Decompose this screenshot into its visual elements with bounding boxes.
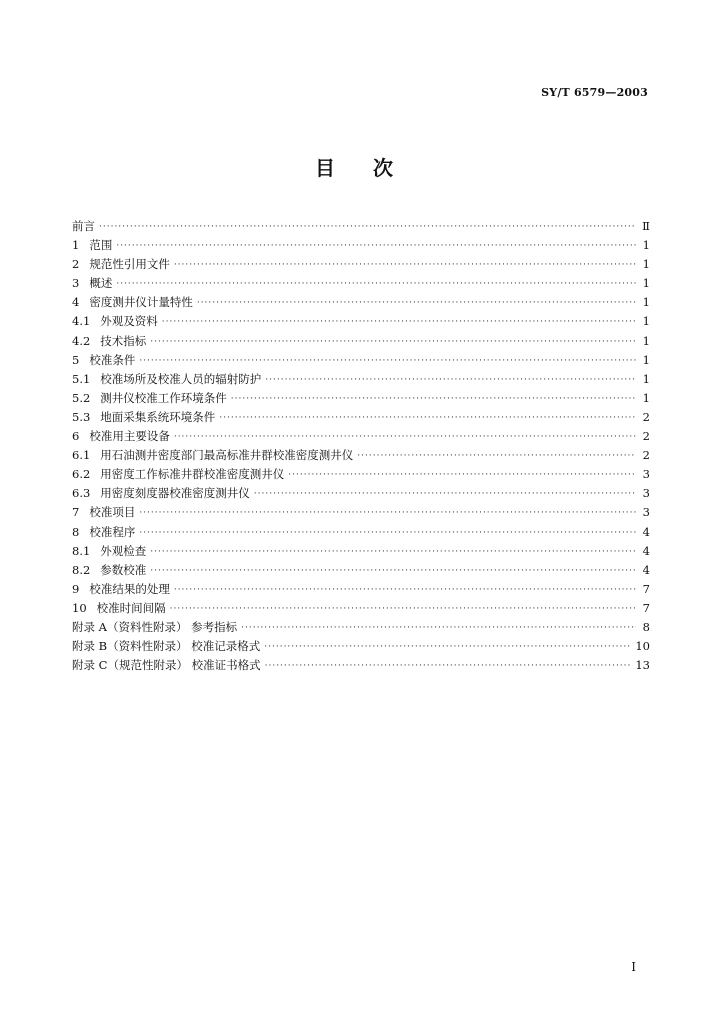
standard-code: SY/T 6579—2003	[541, 86, 648, 99]
toc-entry-page: 4	[642, 562, 650, 577]
toc-entry[interactable]	[72, 503, 650, 522]
toc-entry[interactable]	[72, 255, 650, 274]
toc-dot-leader	[174, 581, 636, 600]
toc-entry-number: 4.2	[72, 333, 91, 348]
toc-entry-page: 7	[642, 581, 650, 596]
toc-entry-page: 1	[642, 314, 650, 329]
toc-entry-number: 3	[72, 276, 80, 291]
toc-entry[interactable]	[72, 446, 650, 465]
toc-dot-leader	[116, 237, 636, 256]
toc-entry-page: 2	[642, 409, 650, 424]
toc-entry-page: 1	[642, 276, 650, 291]
toc-entry[interactable]	[72, 274, 650, 293]
toc-entry-page: 1	[642, 257, 650, 272]
toc-entry-number: 5.3	[72, 409, 91, 424]
toc-entry[interactable]	[72, 332, 650, 351]
toc-entry-number: 7	[72, 505, 80, 520]
toc-entry-number: 6.2	[72, 467, 91, 482]
toc-entry-page: 2	[642, 429, 650, 444]
toc-dot-leader	[241, 619, 636, 638]
toc-entry-number: 8	[72, 524, 80, 539]
toc-entry-number: 8.1	[72, 543, 91, 558]
toc-entry[interactable]	[72, 542, 650, 561]
toc-dot-leader	[174, 428, 636, 447]
toc-entry-page: 1	[642, 238, 650, 253]
toc-entry-number: 5.2	[72, 390, 91, 405]
toc-entry[interactable]	[72, 351, 650, 370]
toc-dot-leader	[150, 543, 636, 562]
toc-entry-label: 附录 B（资料性附录） 校准记录格式	[72, 639, 261, 654]
toc-entry[interactable]	[72, 561, 650, 580]
toc-entry-number: 5.1	[72, 371, 91, 386]
toc-entry-page: 2	[642, 448, 650, 463]
toc-dot-leader	[219, 409, 636, 428]
toc-entry[interactable]	[72, 618, 650, 637]
toc-entry-page: 4	[642, 543, 650, 558]
toc-entry-number: 6	[72, 429, 80, 444]
toc-entry-page: 10	[635, 639, 650, 654]
toc-entry-page: 3	[642, 505, 650, 520]
toc-entry-number: 10	[72, 600, 87, 615]
toc-entry-page: 4	[642, 524, 650, 539]
toc-entry[interactable]	[72, 656, 650, 675]
toc-entry-label: 校准用主要设备	[89, 429, 170, 444]
toc-dot-leader	[197, 294, 636, 313]
toc-entry-label: 校准时间间隔	[96, 600, 166, 615]
toc-entry-label: 外观检查	[100, 543, 147, 558]
page-number: I	[631, 960, 636, 974]
toc-entry-label: 前言	[72, 219, 95, 233]
toc-dot-leader	[170, 600, 636, 619]
toc-entry-page: 13	[635, 658, 650, 673]
toc-dot-leader	[231, 390, 636, 409]
toc-entry[interactable]	[72, 293, 650, 312]
toc-entry-label: 附录 C（规范性附录） 校准证书格式	[72, 658, 261, 673]
toc-entry[interactable]	[72, 389, 650, 408]
toc-dot-leader	[288, 466, 636, 485]
toc-entry-page: 1	[642, 333, 650, 348]
toc-entry-number: 4.1	[72, 314, 91, 329]
toc-entry-page: 1	[642, 352, 650, 367]
toc-entry-label: 测井仪校准工作环境条件	[100, 390, 227, 405]
toc-entry-page: 8	[642, 619, 650, 634]
toc-entry-label: 概述	[89, 276, 113, 291]
toc-dot-leader	[174, 256, 636, 275]
toc-dot-leader	[139, 524, 636, 543]
toc-entry-number: 4	[72, 295, 80, 310]
toc-entry-number: 5	[72, 352, 80, 367]
toc-entry-label: 用密度工作标准井群校准密度测井仪	[100, 467, 285, 482]
toc-entry[interactable]	[72, 484, 650, 503]
toc-entry-label: 参数校准	[100, 562, 147, 577]
toc-entry-label: 范围	[89, 238, 113, 253]
toc-entry-page: 1	[642, 295, 650, 310]
toc-entry-page: 7	[642, 600, 650, 615]
toc-entry-number: 8.2	[72, 562, 91, 577]
toc-entry[interactable]	[72, 217, 650, 236]
toc-entry-label: 用密度刻度器校准密度测井仪	[100, 486, 250, 501]
toc-entry-label: 校准条件	[89, 352, 136, 367]
toc-entry-page: 1	[642, 371, 650, 386]
toc-entry[interactable]	[72, 427, 650, 446]
toc-entry-page: 1	[642, 390, 650, 405]
toc-entry-label: 密度测井仪计量特性	[89, 295, 193, 310]
toc-entry[interactable]	[72, 236, 650, 255]
toc-entry[interactable]	[72, 408, 650, 427]
toc-dot-leader	[265, 657, 632, 676]
toc-dot-leader	[162, 313, 636, 332]
toc-entry-label: 校准项目	[89, 505, 136, 520]
toc-entry-page: 3	[642, 467, 650, 482]
toc-entry[interactable]	[72, 599, 650, 618]
toc-dot-leader	[264, 638, 631, 657]
toc-dot-leader	[254, 485, 636, 504]
toc-entry-label: 校准结果的处理	[89, 581, 170, 596]
toc-entry-number: 6.3	[72, 486, 91, 501]
toc-entry-number: 1	[72, 238, 80, 253]
toc-dot-leader	[265, 371, 636, 390]
toc-entry[interactable]	[72, 523, 650, 542]
toc-entry[interactable]	[72, 465, 650, 484]
toc-dot-leader	[150, 562, 636, 581]
toc-entry-label: 技术指标	[100, 333, 147, 348]
toc-entry[interactable]	[72, 637, 650, 656]
toc-entry-label: 规范性引用文件	[89, 257, 170, 272]
toc-dot-leader	[116, 275, 636, 294]
toc-dot-leader	[99, 218, 636, 237]
toc-entry-label: 校准程序	[89, 524, 136, 539]
toc-dot-leader	[139, 352, 636, 371]
toc-entry[interactable]	[72, 312, 650, 331]
toc-entry-number: 9	[72, 581, 80, 596]
toc-entry-label: 用石油测井密度部门最高标准井群校准密度测井仪	[100, 448, 354, 463]
toc-entry-page: 3	[642, 486, 650, 501]
toc-entry-number: 6.1	[72, 448, 91, 463]
toc-dot-leader	[139, 504, 636, 523]
toc-entry-label: 外观及资料	[100, 314, 158, 329]
toc-entry-page: Ⅱ	[642, 219, 650, 233]
toc-entry-label: 附录 A（资料性附录） 参考指标	[72, 619, 238, 634]
toc-entry-number: 2	[72, 257, 80, 272]
page-title: 目次	[315, 156, 431, 180]
toc-entry-label: 地面采集系统环境条件	[100, 409, 216, 424]
toc-dot-leader	[357, 447, 636, 466]
toc-entry[interactable]	[72, 370, 650, 389]
table-of-contents	[72, 217, 650, 675]
toc-entry[interactable]	[72, 580, 650, 599]
toc-entry-label: 校准场所及校准人员的辐射防护	[100, 371, 262, 386]
toc-dot-leader	[150, 333, 636, 352]
